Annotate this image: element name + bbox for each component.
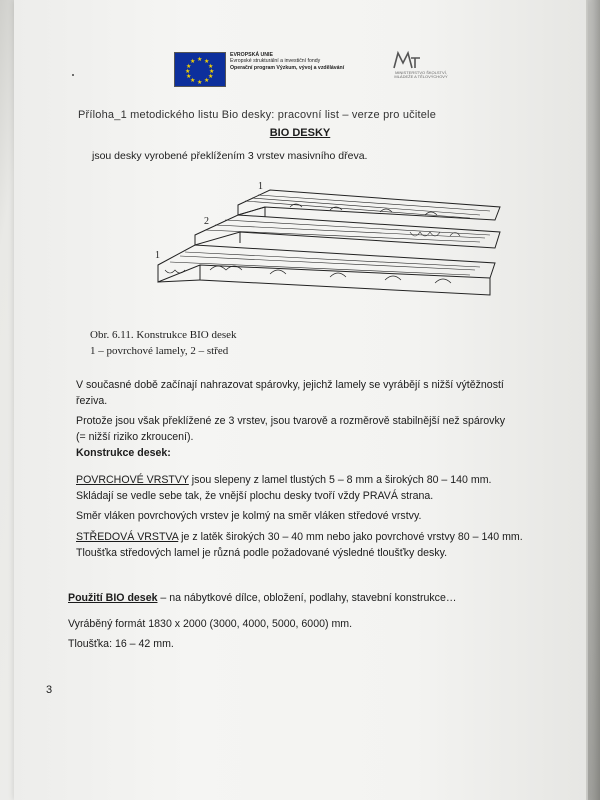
msmt-line2: MLÁDEŽE A TĚLOVÝCHOVY xyxy=(394,74,448,80)
surface-text: jsou slepeny z lamel tlustých 5 – 8 mm a širokých 80 – 140 mm. Skládají se vedle sebe tak, že vnější plochu desky tvoří vždy PRAVÁ strana. xyxy=(76,474,492,502)
top-layer-outline xyxy=(238,190,500,220)
usage-term: Použití BIO desek xyxy=(68,592,158,604)
intro-text: jsou desky vyrobené překlížením 3 vrstev masivního dřeva. xyxy=(92,150,368,162)
msmt-logo-icon xyxy=(392,50,422,70)
eu-logo-text xyxy=(230,52,344,71)
paragraph-replacement: V současné době začínají nahrazovat spárovky, jejichž lamely se vyrábějí s nižší výtěžností řeziva. xyxy=(76,379,504,407)
page-title: BIO DESKY xyxy=(269,127,331,139)
msmt-line1: MINISTERSTVO ŠKOLSTVÍ, xyxy=(395,70,447,75)
eu-line1: EVROPSKÁ UNIE xyxy=(230,52,273,58)
label-top: 1 xyxy=(258,181,263,192)
surface-term: POVRCHOVÉ VRSTVY xyxy=(76,474,189,486)
page-edge-shadow xyxy=(586,0,600,800)
paragraph-usage xyxy=(68,591,528,607)
eu-flag-icon: ★ ★ ★ ★ ★ ★ ★ ★ ★ ★ ★ ★ xyxy=(174,52,226,87)
paragraph-surface-layers xyxy=(76,473,531,504)
caption-line1: Obr. 6.11. Konstrukce BIO desek xyxy=(90,329,237,341)
caption-line2: 1 – povrchové lamely, 2 – střed xyxy=(90,345,229,357)
figure-caption xyxy=(90,327,237,359)
label-bottom: 1 xyxy=(155,250,160,261)
paragraph-fiber-direction: Směr vláken povrchových vrstev je kolmý na směr vláken středové vrstvy. xyxy=(76,510,422,522)
page-number: 3 xyxy=(46,684,53,696)
eu-line3: Operační program Výzkum, vývoj a vzdělávání xyxy=(230,64,345,71)
label-middle: 2 xyxy=(204,216,209,227)
usage-text: – na nábytkové dílce, obložení, podlahy, stavební konstrukce… xyxy=(157,592,457,604)
format-line: Vyráběný formát 1830 x 2000 (3000, 4000, 5000, 6000) mm. xyxy=(68,618,353,630)
header-line: Příloha_1 metodického listu Bio desky: pracovní list – verze pro učitele xyxy=(78,109,437,121)
paragraph-stability: Protože jsou však překlížené ze 3 vrstev, jsou tvarově a rozměrově stabilnější než spárovky (= nižší riziko zkroucení). xyxy=(76,415,506,443)
konstrukce-heading: Konstrukce desek: xyxy=(76,447,171,459)
paragraph-middle-layer xyxy=(76,530,536,561)
stray-dot xyxy=(72,74,74,76)
bio-board-drawing xyxy=(140,170,510,310)
thickness-line: Tloušťka: 16 – 42 mm. xyxy=(68,638,174,650)
middle-term: STŘEDOVÁ VRSTVA xyxy=(76,531,179,543)
eu-line2: Evropské strukturální a investiční fondy xyxy=(230,58,321,65)
msmt-logo-text xyxy=(376,71,466,80)
middle-text: je z latěk širokých 30 – 40 mm nebo jako povrchové vrstvy 80 – 140 mm. Tloušťka středových lamel je různá podle požadované výsledné tloušťky desky. xyxy=(76,531,523,559)
